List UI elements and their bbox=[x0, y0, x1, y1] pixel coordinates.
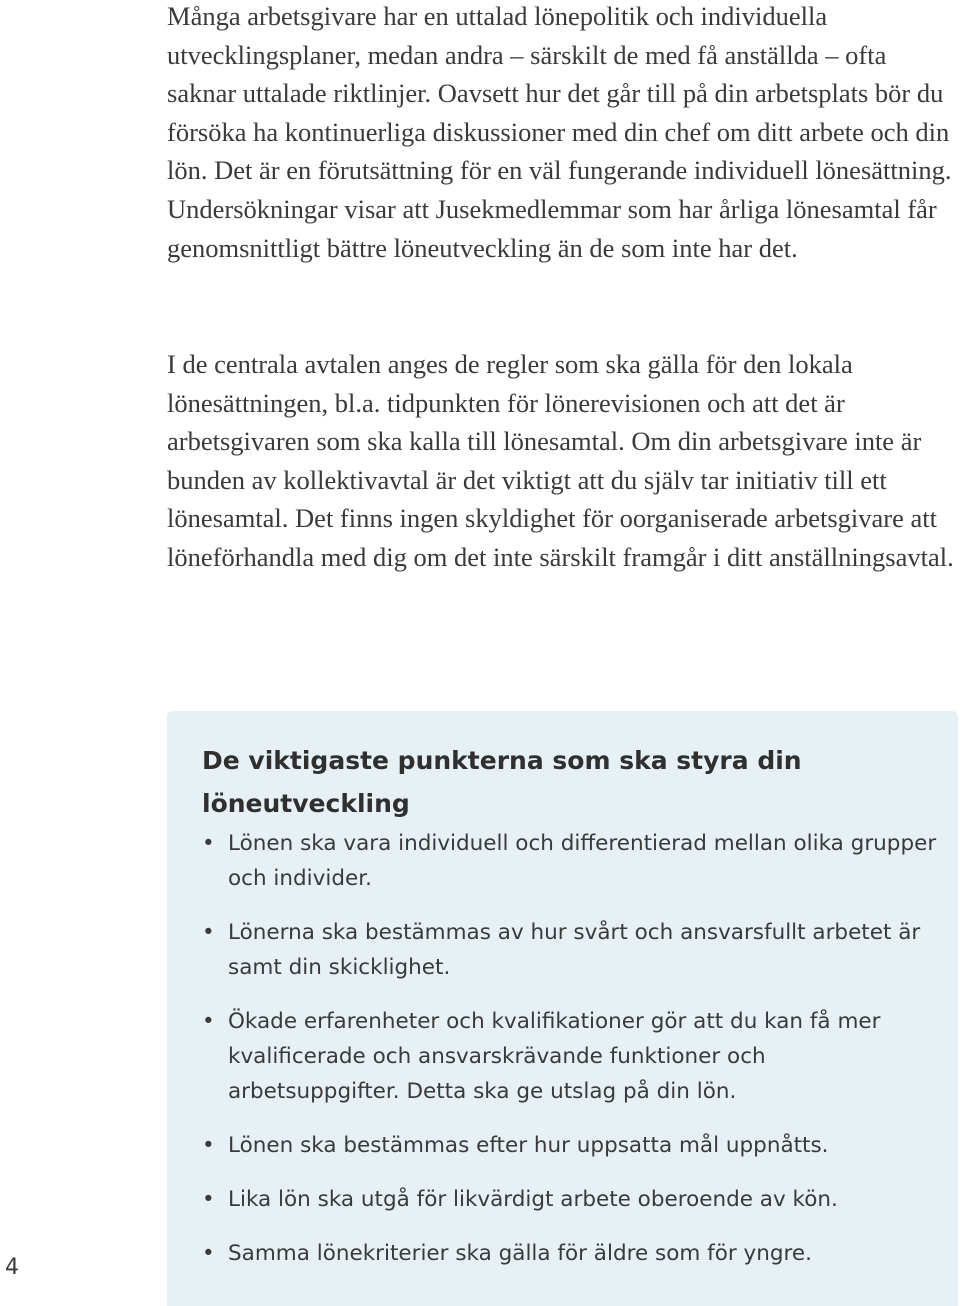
list-item-text: Ökade erfarenheter och kvalifikationer gör att du kan få mer kvalificerade och ansvarskrävande funktioner och arbetsuppgifter. Detta ska ge utslag på din lön. bbox=[228, 1009, 881, 1104]
list-item-text: Lönen ska bestämmas efter hur uppsatta mål uppnåtts. bbox=[228, 1133, 829, 1158]
list-item bbox=[202, 1236, 942, 1271]
key-points-heading: De viktigaste punkterna som ska styra din löneutveckling bbox=[202, 746, 802, 818]
list-item bbox=[202, 1182, 942, 1217]
list-item bbox=[202, 826, 942, 896]
key-points-list bbox=[202, 826, 942, 1290]
list-item-text: Lönerna ska bestämmas av hur svårt och ansvarsfullt arbetet är samt din skicklighet. bbox=[228, 920, 921, 980]
bullet-icon: • bbox=[202, 1009, 215, 1034]
list-item-text: Lönen ska vara individuell och differentierad mellan olika grupper och individer. bbox=[228, 831, 937, 891]
page-number: 4 bbox=[5, 1255, 19, 1280]
bullet-icon: • bbox=[202, 920, 215, 945]
body-paragraph-1: Många arbetsgivare har en uttalad lönepolitik och individuella utvecklingsplaner, medan andra – särskilt de med få anställda – ofta saknar uttalade riktlinjer. Oavsett hur det går till på din arbetsplats bör du försöka ha kontinuerliga diskussioner med din chef om ditt arbete och din lön. Det är en förutsättning för en väl fungerande individuell lönesättning. Undersökningar visar att Jusekmedlemmar som har årliga lönesamtal får genomsnittligt bättre löneutveckling än de som inte har det. bbox=[167, 1, 952, 263]
list-item bbox=[202, 1004, 942, 1109]
list-item bbox=[202, 1128, 942, 1163]
bullet-icon: • bbox=[202, 1187, 215, 1212]
list-item-text: Samma lönekriterier ska gälla för äldre som för yngre. bbox=[228, 1241, 812, 1266]
list-item bbox=[202, 915, 942, 985]
bullet-icon: • bbox=[202, 1241, 215, 1266]
bullet-icon: • bbox=[202, 1133, 215, 1158]
list-item-text: Lika lön ska utgå för likvärdigt arbete oberoende av kön. bbox=[228, 1187, 838, 1212]
body-paragraph-2: I de centrala avtalen anges de regler som ska gälla för den lokala lönesättningen, bl.a. tidpunkten för lönerevisionen och att det är arbetsgivaren som ska kalla till lönesamtal. Om din arbetsgivare inte är bunden av kollektivavtal är det viktigt att du själv tar initiativ till ett lönesamtal. Det finns ingen skyldighet för oorganiserade arbetsgivare att löneförhandla med dig om det inte särskilt framgår i ditt anställningsavtal. bbox=[167, 349, 954, 572]
bullet-icon: • bbox=[202, 831, 215, 856]
